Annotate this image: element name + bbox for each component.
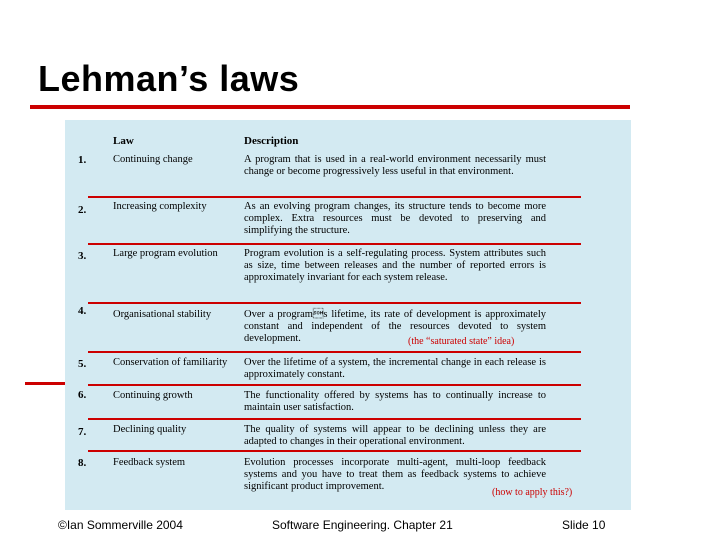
row-law: Continuing change xyxy=(113,154,193,165)
row-number: 5. xyxy=(78,358,87,370)
slide-title: Lehman’s laws xyxy=(38,58,300,99)
row-number: 6. xyxy=(78,389,87,401)
how-to-apply-note: (how to apply this?) xyxy=(492,487,573,498)
row-separator xyxy=(88,384,581,386)
row-description: A program that is used in a real-world environment necessarily must change or become progressively less useful in that environment. xyxy=(244,154,546,177)
row-number: 3. xyxy=(78,250,87,262)
row-separator xyxy=(88,351,581,353)
row-number: 8. xyxy=(78,457,87,469)
row-number: 7. xyxy=(78,426,87,438)
row-separator xyxy=(88,302,581,304)
row-law: Conservation of familiarity xyxy=(113,357,228,368)
row-law: Continuing growth xyxy=(113,390,193,401)
row-number: 1. xyxy=(78,154,87,166)
row-law: Organisational stability xyxy=(113,309,212,320)
row-description: As an evolving program changes, its structure tends to become more complex. Extra resources must be devoted to preserving and simplifying the structure. xyxy=(244,201,546,236)
row-description: Program evolution is a self-regulating process. System attributes such as size, time between releases and the number of reported errors is approximately invariant for each system release. xyxy=(244,248,546,283)
header-description: Description xyxy=(244,135,299,147)
header-law: Law xyxy=(113,135,134,147)
footer-copyright: ©Ian Sommerville 2004 xyxy=(58,518,183,532)
title-underline xyxy=(30,105,630,109)
row-number: 2. xyxy=(78,204,87,216)
row-description: The quality of systems will appear to be declining unless they are adapted to changes in their operational environment. xyxy=(244,424,546,447)
row-separator xyxy=(88,196,581,198)
row-law: Increasing complexity xyxy=(113,201,207,212)
row-law: Feedback system xyxy=(113,457,186,468)
saturated-state-note: (the “saturated state” idea) xyxy=(408,336,515,347)
row-separator xyxy=(88,450,581,452)
row-law: Large program evolution xyxy=(113,248,218,259)
row-description: Evolution processes incorporate multi-agent, multi-loop feedback systems and you have to treat them as feedback systems to achieve significant product improvement. xyxy=(244,457,546,492)
row-description: Over the lifetime of a system, the incremental change in each release is approximately constant. xyxy=(244,357,546,380)
footer-slide-number: Slide 10 xyxy=(562,518,606,532)
row-description: The functionality offered by systems has to continually increase to maintain user satisfaction. xyxy=(244,390,546,413)
footer-course: Software Engineering. Chapter 21 xyxy=(272,518,453,532)
row-separator xyxy=(88,243,581,245)
row-number: 4. xyxy=(78,305,87,317)
row-law: Declining quality xyxy=(113,424,187,435)
row-description: Over a programs lifetime, its rate of development is approximately constant and independent of the resources devoted to system development. xyxy=(244,309,546,344)
row-separator xyxy=(88,418,581,420)
